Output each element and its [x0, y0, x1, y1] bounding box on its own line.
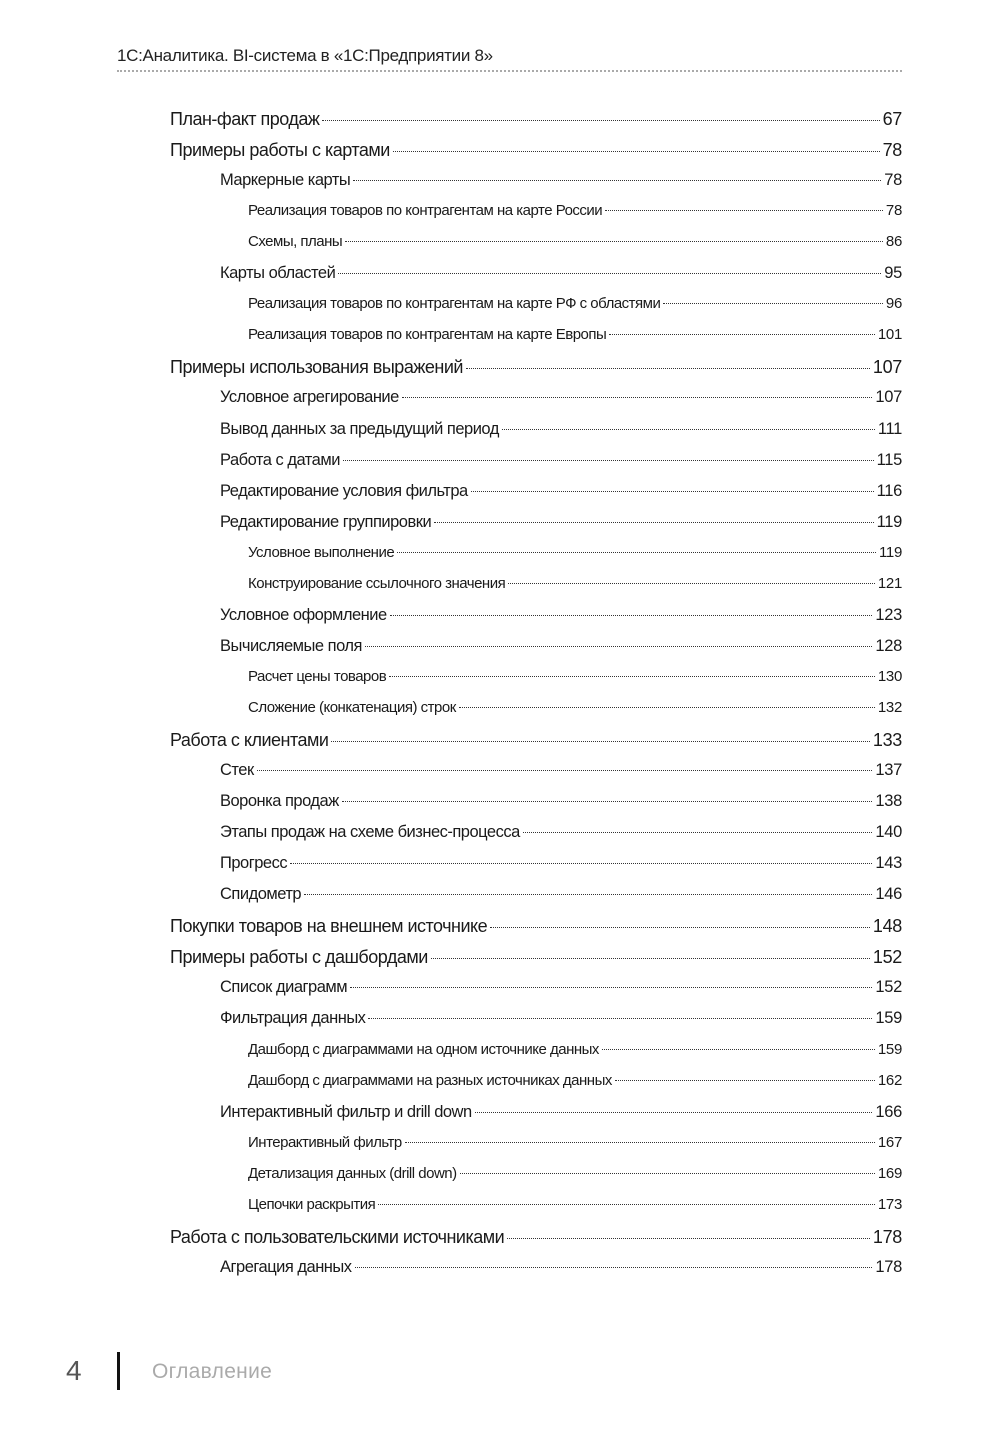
dot-leader	[402, 397, 873, 398]
dot-leader	[602, 1049, 875, 1050]
toc-entry-title: Список диаграмм	[220, 978, 348, 997]
toc-entry[interactable]	[248, 699, 902, 730]
toc-entry[interactable]	[170, 109, 902, 140]
toc-entry[interactable]	[220, 854, 902, 885]
toc-entry-page: 167	[877, 1133, 902, 1151]
toc-entry[interactable]	[220, 761, 902, 792]
toc-entry[interactable]	[220, 1009, 902, 1040]
dot-leader	[378, 1204, 875, 1205]
toc-entry-page: 115	[876, 450, 902, 469]
toc-entry[interactable]	[220, 978, 902, 1009]
dot-leader	[322, 120, 879, 121]
dot-leader	[459, 707, 875, 708]
dot-leader	[434, 522, 873, 523]
dot-leader	[389, 676, 875, 677]
dot-leader	[393, 151, 880, 152]
toc-entry-page: 159	[875, 1009, 902, 1028]
toc-entry-title: Интерактивный фильтр и drill down	[220, 1102, 472, 1121]
dot-leader	[342, 801, 873, 802]
toc-entry-page: 178	[872, 1226, 902, 1247]
toc-entry-title: Прогресс	[220, 854, 288, 873]
dot-leader	[365, 646, 872, 647]
toc-entry-page: 95	[884, 264, 902, 283]
dot-leader	[353, 180, 881, 181]
toc-entry-page: 86	[885, 233, 902, 251]
toc-entry-page: 166	[875, 1102, 902, 1121]
dot-leader	[390, 615, 873, 616]
toc-entry-page: 78	[882, 140, 902, 161]
toc-entry-page: 143	[875, 854, 902, 873]
dot-leader	[343, 460, 874, 461]
toc-entry-title: Расчет цены товаров	[248, 667, 387, 685]
toc-entry-title: Условное агрегирование	[220, 388, 399, 407]
toc-entry[interactable]	[170, 357, 902, 388]
toc-entry-title: Примеры использования выражений	[170, 357, 463, 378]
toc-entry-title: Схемы, планы	[248, 233, 343, 251]
toc-entry[interactable]	[220, 637, 902, 668]
toc-entry-title: Фильтрация данных	[220, 1009, 366, 1028]
toc-entry-title: Редактирование группировки	[220, 512, 432, 531]
toc-entry-title: Этапы продаж на схеме бизнес-процесса	[220, 823, 520, 842]
toc-entry[interactable]	[248, 544, 902, 575]
dot-leader	[502, 429, 875, 430]
toc-entry[interactable]	[220, 513, 902, 544]
toc-entry-page: 140	[875, 823, 902, 842]
toc-entry[interactable]	[220, 388, 902, 419]
toc-entry-page: 178	[875, 1257, 902, 1276]
dot-leader	[355, 1267, 873, 1268]
toc-entry[interactable]	[248, 233, 902, 264]
dot-leader	[609, 334, 875, 335]
toc-entry-page: 123	[875, 605, 902, 624]
footer-section-label: Оглавление	[152, 1360, 273, 1383]
toc-entry-page: 107	[875, 388, 902, 407]
toc-entry[interactable]	[248, 1165, 902, 1196]
toc-entry[interactable]	[170, 1227, 902, 1258]
toc-entry[interactable]	[220, 885, 902, 916]
dot-leader	[466, 368, 870, 369]
toc-entry[interactable]	[248, 1072, 902, 1103]
toc-entry-page: 148	[872, 916, 902, 937]
toc-entry-page: 146	[875, 885, 902, 904]
dot-leader	[257, 770, 873, 771]
dot-leader	[290, 863, 872, 864]
toc-entry-title: Стек	[220, 761, 254, 780]
toc-entry[interactable]	[248, 295, 902, 326]
dot-leader	[523, 832, 873, 833]
toc-entry[interactable]	[170, 947, 902, 978]
toc-entry-page: 119	[876, 512, 902, 531]
toc-entry-page: 137	[875, 761, 902, 780]
toc-entry-title: Карты областей	[220, 264, 336, 283]
toc-entry[interactable]	[220, 264, 902, 295]
toc-entry[interactable]	[248, 668, 902, 699]
toc-entry-page: 169	[877, 1164, 902, 1182]
toc-entry-title: Работа с клиентами	[170, 730, 329, 750]
running-header: 1С:Аналитика. BI-система в «1С:Предприятии 8»	[117, 46, 493, 65]
dot-leader	[475, 1112, 873, 1113]
toc-entry-title: Цепочки раскрытия	[248, 1195, 376, 1213]
toc-entry-title: Сложение (конкатенация) строк	[248, 698, 456, 716]
dot-leader	[397, 552, 876, 553]
toc-entry[interactable]	[220, 1103, 902, 1134]
toc-entry-title: Агрегация данных	[220, 1257, 352, 1276]
toc-entry-page: 133	[872, 730, 902, 750]
dot-leader	[507, 1238, 870, 1239]
toc-entry-page: 159	[877, 1040, 902, 1058]
toc-entry-title: Реализация товаров по контрагентам на карте России	[248, 202, 603, 220]
toc-entry-title: Вычисляемые поля	[220, 636, 362, 655]
toc-entry-page: 162	[877, 1071, 902, 1089]
toc-entry-page: 78	[884, 171, 902, 190]
toc-entry-page: 132	[877, 698, 902, 716]
dot-leader	[345, 241, 883, 242]
toc-entry[interactable]	[220, 451, 902, 482]
toc-entry-title: Редактирование условия фильтра	[220, 481, 468, 500]
toc-entry-page: 121	[877, 574, 902, 592]
toc-entry-title: Работа с датами	[220, 450, 340, 469]
dot-leader	[368, 1018, 872, 1019]
toc-entry[interactable]	[170, 730, 902, 761]
toc-entry-title: Детализация данных (drill down)	[248, 1164, 457, 1182]
toc-entry[interactable]	[220, 420, 902, 451]
toc-entry[interactable]	[248, 575, 902, 606]
toc-entry[interactable]	[170, 916, 902, 947]
dot-leader	[350, 987, 872, 988]
toc-entry[interactable]	[248, 1196, 902, 1227]
toc-entry-title: Примеры работы с картами	[170, 140, 390, 161]
toc-entry[interactable]	[220, 792, 902, 823]
toc-entry-page: 173	[877, 1195, 902, 1213]
toc-entry-page: 152	[875, 978, 902, 997]
toc-entry[interactable]	[248, 202, 902, 233]
dot-leader	[331, 741, 869, 742]
toc-entry-title: Покупки товаров на внешнем источнике	[170, 916, 488, 937]
dot-leader	[471, 491, 874, 492]
toc-entry-page: 130	[877, 667, 902, 685]
toc-entry-title: Условное выполнение	[248, 543, 395, 561]
toc-entry-title: Интерактивный фильтр	[248, 1133, 402, 1151]
toc-entry-page: 152	[872, 947, 902, 968]
toc-entry-title: Спидометр	[220, 885, 302, 904]
toc-entry[interactable]	[220, 171, 902, 202]
dot-leader	[405, 1142, 875, 1143]
header-divider	[117, 70, 902, 72]
toc-entry-page: 101	[877, 326, 902, 344]
toc-entry-page: 111	[877, 419, 902, 438]
toc-entry[interactable]	[220, 823, 902, 854]
toc-entry[interactable]	[248, 1041, 902, 1072]
dot-leader	[460, 1173, 875, 1174]
toc-entry[interactable]	[220, 482, 902, 513]
toc-entry-title: Работа с пользовательскими источниками	[170, 1226, 505, 1247]
toc-entry[interactable]	[170, 140, 902, 171]
toc-entry-title: Конструирование ссылочного значения	[248, 574, 506, 592]
toc-entry-title: Вывод данных за предыдущий период	[220, 419, 499, 438]
dot-leader	[663, 303, 883, 304]
toc-entry-title: Реализация товаров по контрагентам на карте РФ с областями	[248, 295, 661, 313]
page-number: 4	[66, 1355, 82, 1386]
toc-entry[interactable]	[248, 1134, 902, 1165]
dot-leader	[490, 927, 870, 928]
toc-entry-title: Условное оформление	[220, 605, 387, 624]
dot-leader	[615, 1080, 875, 1081]
toc-entry-title: Дашборд с диаграммами на разных источниках данных	[248, 1071, 612, 1089]
toc-entry[interactable]	[248, 326, 902, 357]
dot-leader	[304, 894, 872, 895]
toc-entry-title: Примеры работы с дашбордами	[170, 947, 428, 968]
toc-entry-title: Маркерные карты	[220, 171, 351, 190]
toc-entry-page: 138	[875, 792, 902, 811]
toc-entry[interactable]	[220, 1258, 902, 1289]
toc-entry-page: 119	[878, 543, 902, 561]
dot-leader	[508, 583, 875, 584]
toc-entry-title: Дашборд с диаграммами на одном источнике данных	[248, 1040, 599, 1058]
toc-entry-title: План-факт продаж	[170, 109, 320, 129]
toc-entry-page: 128	[875, 636, 902, 655]
toc-entry[interactable]	[220, 606, 902, 637]
toc-entry-title: Реализация товаров по контрагентам на карте Европы	[248, 326, 607, 344]
toc-entry-page: 67	[882, 109, 902, 129]
dot-leader	[338, 273, 881, 274]
toc-entry-page: 107	[872, 357, 902, 378]
toc-entry-title: Воронка продаж	[220, 792, 339, 811]
footer-divider	[117, 1352, 120, 1390]
dot-leader	[605, 210, 883, 211]
toc-entry-page: 116	[876, 481, 902, 500]
toc-entry-page: 78	[885, 202, 902, 220]
toc-entry-page: 96	[885, 295, 902, 313]
dot-leader	[431, 958, 870, 959]
